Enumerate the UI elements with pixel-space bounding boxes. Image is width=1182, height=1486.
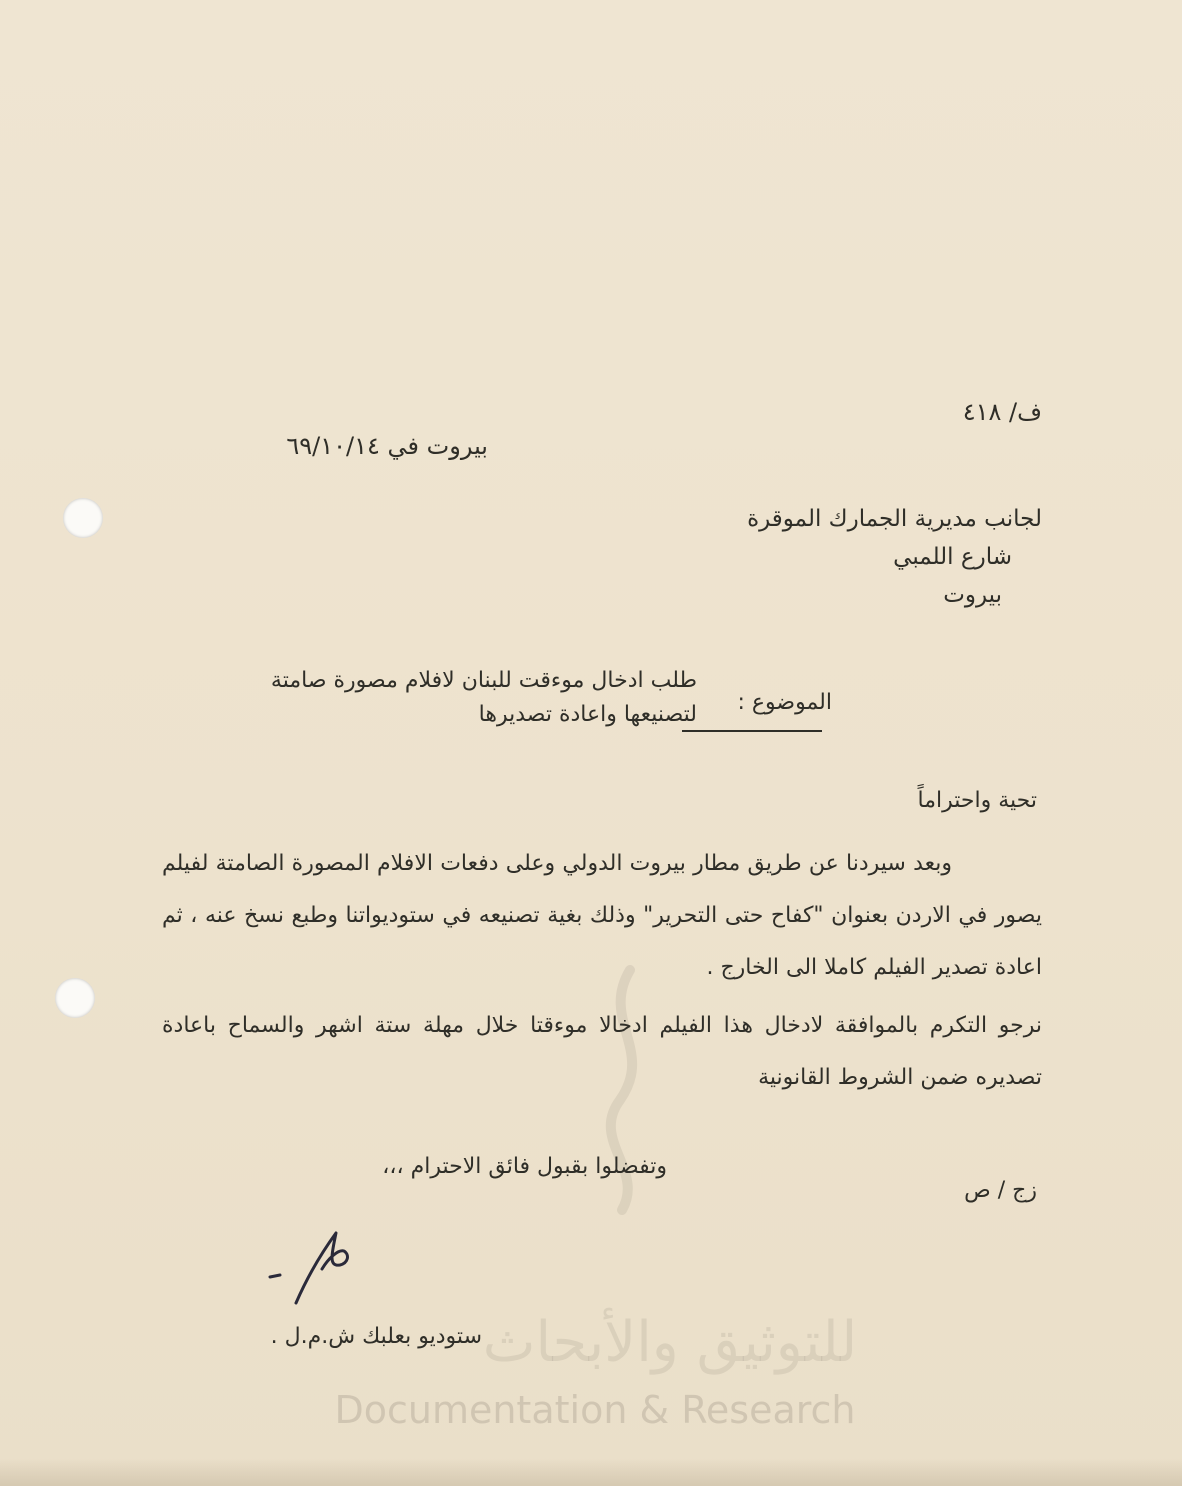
subject-label: الموضوع : [737,690,832,715]
punch-hole-bottom [55,978,95,1018]
body-paragraph-1: وبعد سيردنا عن طريق مطار بيروت الدولي وعلى دفعات الافلام المصورة الصامتة لفيلم يصور في الاردن بعنوان "كفاح حتى التحرير" وذلك بغية تصنيعه في ستوديواتنا وطبع نسخ عنه ، ثم اعادة تصدير الفيلم كاملا الى الخارج . [162,851,1042,980]
subject-underline [682,730,822,732]
typist-initials: زج / ص [964,1178,1037,1203]
recipient-line-2: شارع اللمبي [893,544,1012,570]
signature [258,1225,368,1315]
recipient-line-3: بيروت [943,582,1002,608]
recipient-line-1: لجانب مديرية الجمارك الموقرة [747,506,1042,532]
body-paragraph-2: نرجو التكرم بالموافقة لادخال هذا الفيلم ادخالا موءقتا خلال مهلة ستة اشهر والسماح باعادة تصديره ضمن الشروط القانونية [162,1013,1042,1090]
letter-date: بيروت في ٦٩/١٠/١٤ [286,432,488,460]
recipient-address [747,500,1042,614]
closing-salutation: وتفضلوا بقبول فائق الاحترام ،،، [382,1154,667,1179]
subject-line-1: طلب ادخال موءقت للبنان لافلام مصورة صامتة [270,668,697,693]
company-name: ستوديو بعلبك ش.م.ل . [270,1324,482,1349]
watermark-latin: Documentation & Research [334,1388,856,1432]
subject-text [271,664,697,732]
watermark-arabic: للتوثيق والأبحاث [482,1310,858,1375]
greeting: تحية واحتراماً [917,788,1037,813]
subject-line-2: لتصنيعها واعادة تصديرها [478,702,697,727]
punch-hole-top [63,498,103,538]
reference-number: ف/ ٤١٨ [962,398,1042,426]
letter-body [162,838,1042,1104]
bottom-edge-stain [0,1458,1182,1486]
